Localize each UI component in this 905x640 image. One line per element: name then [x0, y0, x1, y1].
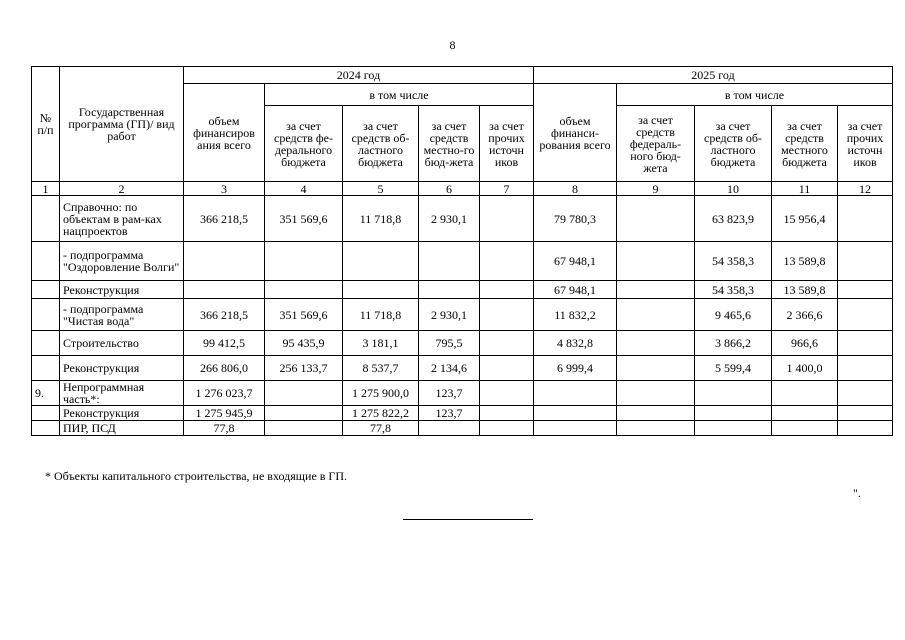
value-cell: [772, 421, 838, 436]
value-cell: 11 718,8: [343, 299, 419, 331]
value-cell: 366 218,5: [184, 196, 265, 242]
col-number: 8: [534, 182, 617, 196]
header-federal-2025: за счет средств федераль-ного бюд-жета: [617, 106, 695, 182]
value-cell: [265, 406, 343, 421]
table-row: [32, 196, 893, 242]
value-cell: 95 435,9: [265, 331, 343, 356]
row-number: 9.: [32, 381, 60, 406]
value-cell: 5 599,4: [695, 356, 772, 381]
value-cell: [838, 356, 893, 381]
header-regional-2025: за счет средств об-ластного бюджета: [695, 106, 772, 182]
value-cell: [480, 406, 534, 421]
header-year-2025: 2025 год: [534, 67, 893, 84]
table-row: [32, 281, 893, 299]
value-cell: 2 134,6: [419, 356, 480, 381]
value-cell: [617, 299, 695, 331]
table-row: [32, 381, 893, 406]
header-program: Государственная программа (ГП)/ вид работ: [60, 67, 184, 182]
header-total-2024: объем финансиров ания всего: [184, 84, 265, 182]
table-row: [32, 406, 893, 421]
value-cell: [695, 381, 772, 406]
value-cell: 1 275 822,2: [343, 406, 419, 421]
col-number: 10: [695, 182, 772, 196]
value-cell: 1 275 900,0: [343, 381, 419, 406]
table-row: [32, 356, 893, 381]
value-cell: [184, 281, 265, 299]
header-in-total-2024: в том числе: [265, 84, 534, 106]
value-cell: [838, 331, 893, 356]
table-row: [32, 331, 893, 356]
row-number: [32, 281, 60, 299]
separator-line: [403, 519, 533, 520]
row-label: Справочно: по объектам в рам-ках нацпроектов: [60, 196, 184, 242]
value-cell: 79 780,3: [534, 196, 617, 242]
financing-table: [31, 66, 893, 436]
row-label: - подпрограмма "Оздоровление Волги": [60, 242, 184, 281]
table-row: [32, 242, 893, 281]
value-cell: 256 133,7: [265, 356, 343, 381]
value-cell: 99 412,5: [184, 331, 265, 356]
value-cell: [838, 406, 893, 421]
value-cell: [265, 281, 343, 299]
table-row: [32, 421, 893, 436]
col-number: 3: [184, 182, 265, 196]
row-number: [32, 356, 60, 381]
header-regional-2024: за счет средств об-ластного бюджета: [343, 106, 419, 182]
row-label: Непрограммная часть*:: [60, 381, 184, 406]
col-number: 11: [772, 182, 838, 196]
value-cell: 3 866,2: [695, 331, 772, 356]
value-cell: 366 218,5: [184, 299, 265, 331]
value-cell: [617, 421, 695, 436]
value-cell: [534, 421, 617, 436]
value-cell: [838, 242, 893, 281]
value-cell: 15 956,4: [772, 196, 838, 242]
value-cell: 266 806,0: [184, 356, 265, 381]
table-row: [32, 299, 893, 331]
value-cell: 8 537,7: [343, 356, 419, 381]
value-cell: 13 589,8: [772, 242, 838, 281]
value-cell: [480, 381, 534, 406]
value-cell: [617, 406, 695, 421]
value-cell: [695, 421, 772, 436]
header-num: № п/п: [32, 67, 60, 182]
value-cell: [265, 381, 343, 406]
value-cell: [184, 242, 265, 281]
value-cell: 54 358,3: [695, 242, 772, 281]
row-label: Реконструкция: [60, 281, 184, 299]
value-cell: 1 400,0: [772, 356, 838, 381]
closing-quote: ".: [853, 486, 861, 500]
value-cell: 351 569,6: [265, 196, 343, 242]
value-cell: 9 465,6: [695, 299, 772, 331]
value-cell: [838, 421, 893, 436]
value-cell: 966,6: [772, 331, 838, 356]
value-cell: 2 930,1: [419, 196, 480, 242]
value-cell: 13 589,8: [772, 281, 838, 299]
value-cell: 6 999,4: [534, 356, 617, 381]
value-cell: 351 569,6: [265, 299, 343, 331]
col-number: 5: [343, 182, 419, 196]
row-number: [32, 242, 60, 281]
value-cell: 4 832,8: [534, 331, 617, 356]
value-cell: [419, 281, 480, 299]
col-number: 12: [838, 182, 893, 196]
value-cell: [617, 381, 695, 406]
col-number: 7: [480, 182, 534, 196]
col-number: 4: [265, 182, 343, 196]
value-cell: [343, 281, 419, 299]
value-cell: [838, 281, 893, 299]
header-federal-2024: за счет средств фе-дерального бюджета: [265, 106, 343, 182]
value-cell: 2 366,6: [772, 299, 838, 331]
value-cell: 77,8: [184, 421, 265, 436]
footnote: * Объекты капитального строительства, не входящие в ГП.: [45, 469, 348, 483]
value-cell: 795,5: [419, 331, 480, 356]
value-cell: [617, 331, 695, 356]
value-cell: [480, 281, 534, 299]
header-year-2024: 2024 год: [184, 67, 534, 84]
row-label: Реконструкция: [60, 356, 184, 381]
value-cell: [480, 299, 534, 331]
value-cell: 3 181,1: [343, 331, 419, 356]
value-cell: [838, 381, 893, 406]
row-label: ПИР, ПСД: [60, 421, 184, 436]
value-cell: [617, 196, 695, 242]
value-cell: 77,8: [343, 421, 419, 436]
value-cell: 63 823,9: [695, 196, 772, 242]
value-cell: [343, 242, 419, 281]
value-cell: 1 275 945,9: [184, 406, 265, 421]
col-number: 6: [419, 182, 480, 196]
value-cell: [480, 196, 534, 242]
value-cell: [480, 331, 534, 356]
header-local-2025: за счет средств местного бюджета: [772, 106, 838, 182]
value-cell: 2 930,1: [419, 299, 480, 331]
column-numbers-row: [32, 182, 893, 196]
value-cell: 1 276 023,7: [184, 381, 265, 406]
value-cell: [480, 242, 534, 281]
value-cell: 67 948,1: [534, 242, 617, 281]
value-cell: [838, 299, 893, 331]
header-in-total-2025: в том числе: [617, 84, 893, 106]
row-number: [32, 299, 60, 331]
value-cell: [265, 242, 343, 281]
value-cell: [480, 356, 534, 381]
value-cell: [695, 406, 772, 421]
col-number: 1: [32, 182, 60, 196]
header-other-2024: за счет прочих источн иков: [480, 106, 534, 182]
row-number: [32, 406, 60, 421]
row-label: - подпрограмма "Чистая вода": [60, 299, 184, 331]
value-cell: [838, 196, 893, 242]
value-cell: [617, 281, 695, 299]
value-cell: [419, 421, 480, 436]
col-number: 9: [617, 182, 695, 196]
value-cell: [419, 242, 480, 281]
value-cell: [772, 381, 838, 406]
header-other-2025: за счет прочих источн иков: [838, 106, 893, 182]
value-cell: 123,7: [419, 406, 480, 421]
col-number: 2: [60, 182, 184, 196]
value-cell: [534, 406, 617, 421]
page-number: 8: [449, 38, 456, 52]
value-cell: 123,7: [419, 381, 480, 406]
value-cell: 11 718,8: [343, 196, 419, 242]
value-cell: [534, 381, 617, 406]
value-cell: [617, 242, 695, 281]
value-cell: 54 358,3: [695, 281, 772, 299]
value-cell: 67 948,1: [534, 281, 617, 299]
row-number: [32, 331, 60, 356]
header-local-2024: за счет средств местно-го бюд-жета: [419, 106, 480, 182]
value-cell: [772, 406, 838, 421]
row-label: Строительство: [60, 331, 184, 356]
row-label: Реконструкция: [60, 406, 184, 421]
value-cell: [617, 356, 695, 381]
value-cell: [265, 421, 343, 436]
value-cell: 11 832,2: [534, 299, 617, 331]
value-cell: [480, 421, 534, 436]
header-total-2025: объем финанси-рования всего: [534, 84, 617, 182]
row-number: [32, 421, 60, 436]
row-number: [32, 196, 60, 242]
